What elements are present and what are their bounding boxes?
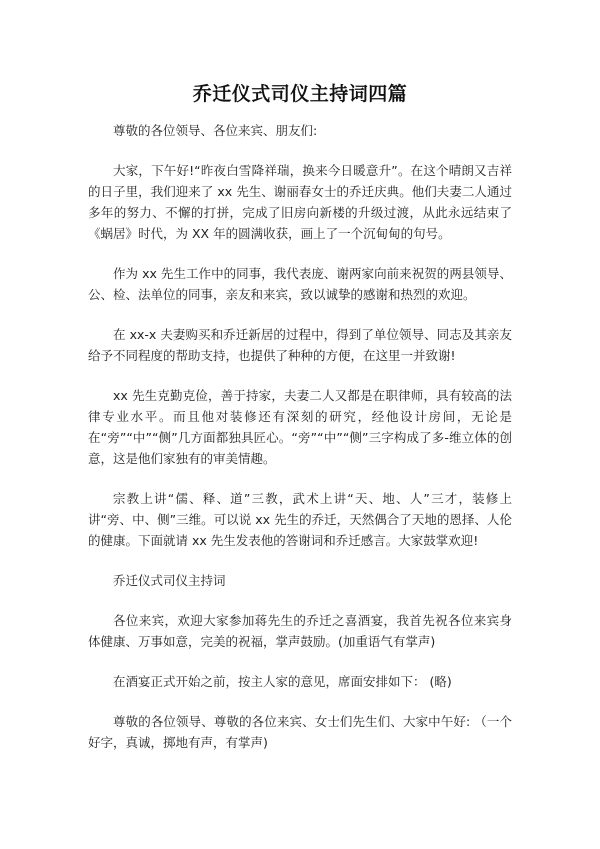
paragraph-opening: 大家，下午好!“昨夜白雪降祥瑞，换来今日暖意升”。在这个晴朗又吉祥的日子里，我们迎来了 xx 先生、谢丽春女士的乔迁庆典。他们夫妻二人通过多年的努力、不懈的打拼，完成了旧房向新楼的升级过渡，从此永远结束了《蜗居》时代，为 XX 年的圆满收获，画上了一个沉甸甸的句号。 [88,163,512,241]
paragraph-section-heading: 乔迁仪式司仪主持词 [113,573,226,588]
paragraph-three-dimensions: 宗教上讲“儒、释、道”三教，武术上讲“天、地、人”三才，装修上讲“旁、中、侧”三维。可以说 xx 先生的乔迁，天然偶合了天地的恩择、人伦的健康。下面就请 xx 先生发表他的答谢词和乔迁感言。大家鼓掌欢迎! [88,491,512,548]
paragraph-thanks: 在 xx-x 夫妻购买和乔迁新居的过程中，得到了单位领导、同志及其亲友给予不同程度的帮助支持，也提供了种种的方便，在这里一并致谢! [88,327,512,363]
paragraph-seating: 在酒宴正式开始之前，按主人家的意见，席面安排如下： (略) [113,674,452,689]
paragraph-design: xx 先生克勤克俭，善于持家，夫妻二人又都是在职律师，具有较高的法律专业水平。而且他对装修还有深刻的研究，经他设计房间，无论是在“旁”“中”“侧”几方面都独具匠心。“旁”“中”“侧”三字构成了多-维立体的创意，这是他们家独有的审美情趣。 [88,388,512,466]
paragraph-guests-welcome: 各位来宾，欢迎大家参加蒋先生的乔迁之喜酒宴，我首先祝各位来宾身体健康、万事如意，完美的祝福，掌声鼓励。(加重语气有掌声) [88,613,512,649]
paragraph-noon-greeting: 尊敬的各位领导、尊敬的各位来宾、女士们先生们、大家中午好: （一个好字，真诚，掷地有声，有掌声) [88,714,512,750]
document-title: 乔迁仪式司仪主持词四篇 [192,83,408,105]
paragraph-welcome: 作为 xx 先生工作中的同事，我代表庞、谢两家向前来祝贺的两县领导、公、检、法单位的同事，亲友和来宾，致以诚挚的感谢和热烈的欢迎。 [88,266,512,302]
paragraph-greeting: 尊敬的各位领导、各位来宾、朋友们: [113,123,318,138]
